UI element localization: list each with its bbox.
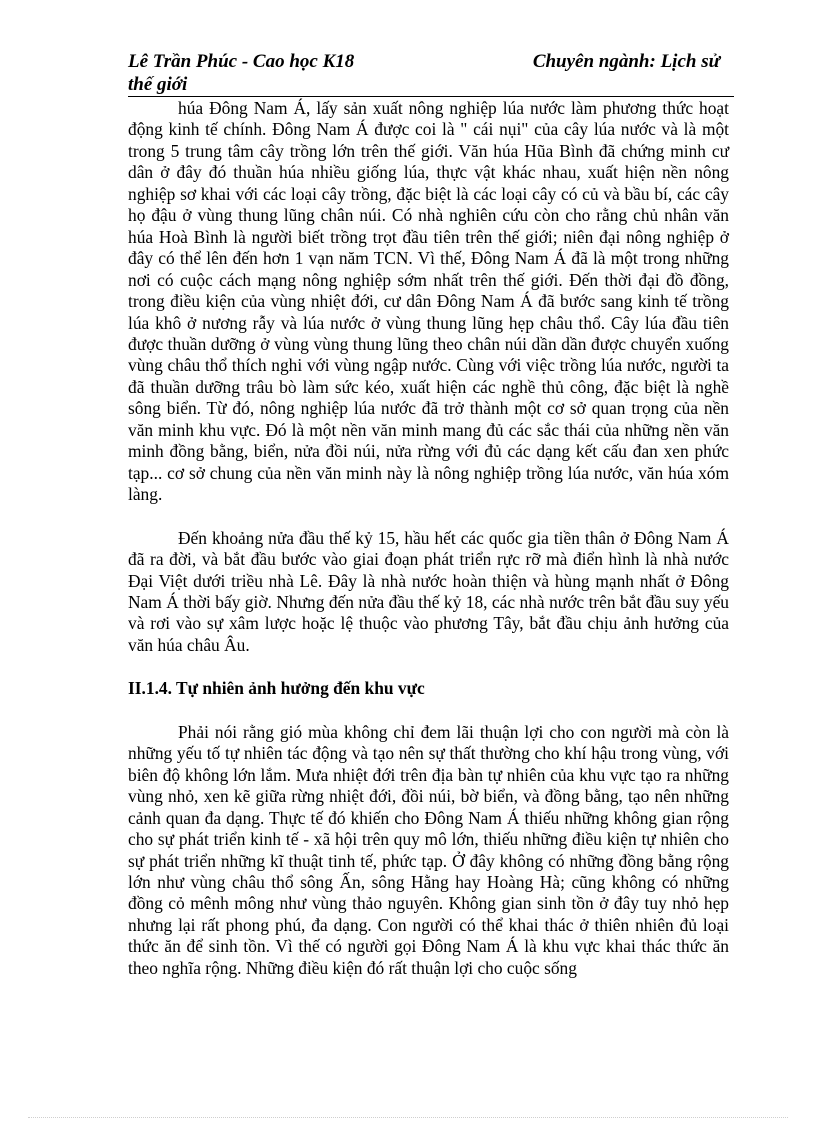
- section-heading: II.1.4. Tự nhiên ảnh hưởng đến khu vực: [128, 678, 425, 699]
- page-header: [128, 50, 734, 96]
- paragraph-1: húa Đông Nam Á, lấy sản xuất nông nghiệp lúa nước làm phương thức hoạt động kinh tế chính. Đông Nam Á được coi là " cái nụi" của cây lúa nước và là một trong 5 trung tâm cây trồng lớn trên thế giới. Văn húa Hũa Bình đã chứng minh cư dân ở đây đó thuần húa nhiều giống lúa, thực vật khác nhau, xuất hiện nền nông nghiệp sơ khai với các loại cây trồng, đặc biệt là các loại cây có củ và bầu bí, các cây họ đậu ở vùng thung lũng chân núi. Có nhà nghiên cứu còn cho rằng chủ nhân văn húa Hoà Bình là người biết trồng trọt đầu tiên trên thế giới; niên đại nông nghiệp ở đây có thể lên đến hơn 1 vạn năm TCN. Vì thế, Đông Nam Á đã là một trong những nơi có cuộc cách mạng nông nghiệp sớm nhất trên thế giới. Đến thời đại đồ đồng, trong điều kiện của vùng nhiệt đới, cư dân Đông Nam Á đã bước sang kinh tế trồng lúa khô ở nương rẫy và lúa nước ở vùng thung lũng hẹp châu thổ. Cây lúa đầu tiên được thuần dưỡng ở vùng vùng thung lũng theo chân núi dần dần được chuyển xuống vùng châu thổ thích nghi với vùng ngập nước. Cùng với việc trồng lúa nước, người ta đã thuần dưỡng trâu bò làm sức kéo, xuất hiện các nghề thủ công, đặc biệt là nghề sông biển. Từ đó, nông nghiệp lúa nước đã trở thành một cơ sở quan trọng của nền văn minh khu vực. Đó là một nền văn minh mang đủ các sắc thái của những nền văn minh đồng bằng, biển, nửa đồi núi, nửa rừng với đủ các dạng kết cấu đan xen phức tạp... cơ sở chung của nền văn minh này là nông nghiệp trồng lúa nước, văn húa xóm làng.: [128, 98, 729, 505]
- header-author-wrap: thế giới: [128, 74, 188, 95]
- header-author: Lê Trần Phúc - Cao học K18: [128, 51, 355, 72]
- document-body: [128, 98, 729, 979]
- header-major: Chuyên ngành: Lịch sử: [532, 51, 720, 72]
- page-bottom-border: [28, 1117, 788, 1118]
- paragraph-2: Đến khoảng nửa đầu thế kỷ 15, hầu hết các quốc gia tiền thân ở Đông Nam Á đã ra đời, và bắt đầu bước vào giai đoạn phát triển rực rỡ mà điển hình là nhà nước Đại Việt dưới triều nhà Lê. Đây là nhà nước hoàn thiện và hùng mạnh nhất ở Đông Nam Á thời bấy giờ. Nhưng đến nửa đầu thế kỷ 18, các nhà nước trên bắt đầu suy yếu và rơi vào sự xâm lược hoặc lệ thuộc vào phương Tây, bắt đầu chịu ảnh hưởng của văn húa châu Âu.: [128, 527, 729, 655]
- paragraph-3: Phải nói rằng gió mùa không chỉ đem lãi thuận lợi cho con người mà còn là những yếu tố tự nhiên tác động và tạo nên sự thất thường cho khí hậu trong vùng, với biên độ không lớn lắm. Mưa nhiệt đới trên địa bàn tự nhiên của khu vực tạo ra những vùng nhỏ, xen kẽ giữa rừng nhiệt đới, đồi núi, bờ biển, và đồng bằng, tạo nên những cảnh quan đa dạng. Thực tế đó khiến cho Đông Nam Á thiếu những không gian rộng cho sự phát triển kinh tế - xã hội trên quy mô lớn, thiếu những điều kiện tự nhiên cho sự phát triển những kĩ thuật tinh tế, phức tạp. Ở đây không có những đồng bằng rộng lớn như vùng châu thổ sông Ấn, sông Hằng hay Hoàng Hà; cũng không có những đồng cỏ mênh mông như vùng thảo nguyên. Không gian sinh tồn ở đây tuy nhỏ hẹp nhưng lại rất phong phú, đa dạng. Con người có thể khai thác ở thiên nhiên đủ loại thức ăn để sinh tồn. Vì thế có người gọi Đông Nam Á là khu vực khai thác thức ăn theo nghĩa rộng. Những điều kiện đó rất thuận lợi cho cuộc sống: [128, 721, 729, 978]
- paragraph-gap: [128, 700, 729, 722]
- paragraph-gap: [128, 506, 729, 528]
- header-row: [128, 50, 734, 73]
- paragraph-gap: [128, 656, 729, 678]
- header-rule: [128, 96, 734, 97]
